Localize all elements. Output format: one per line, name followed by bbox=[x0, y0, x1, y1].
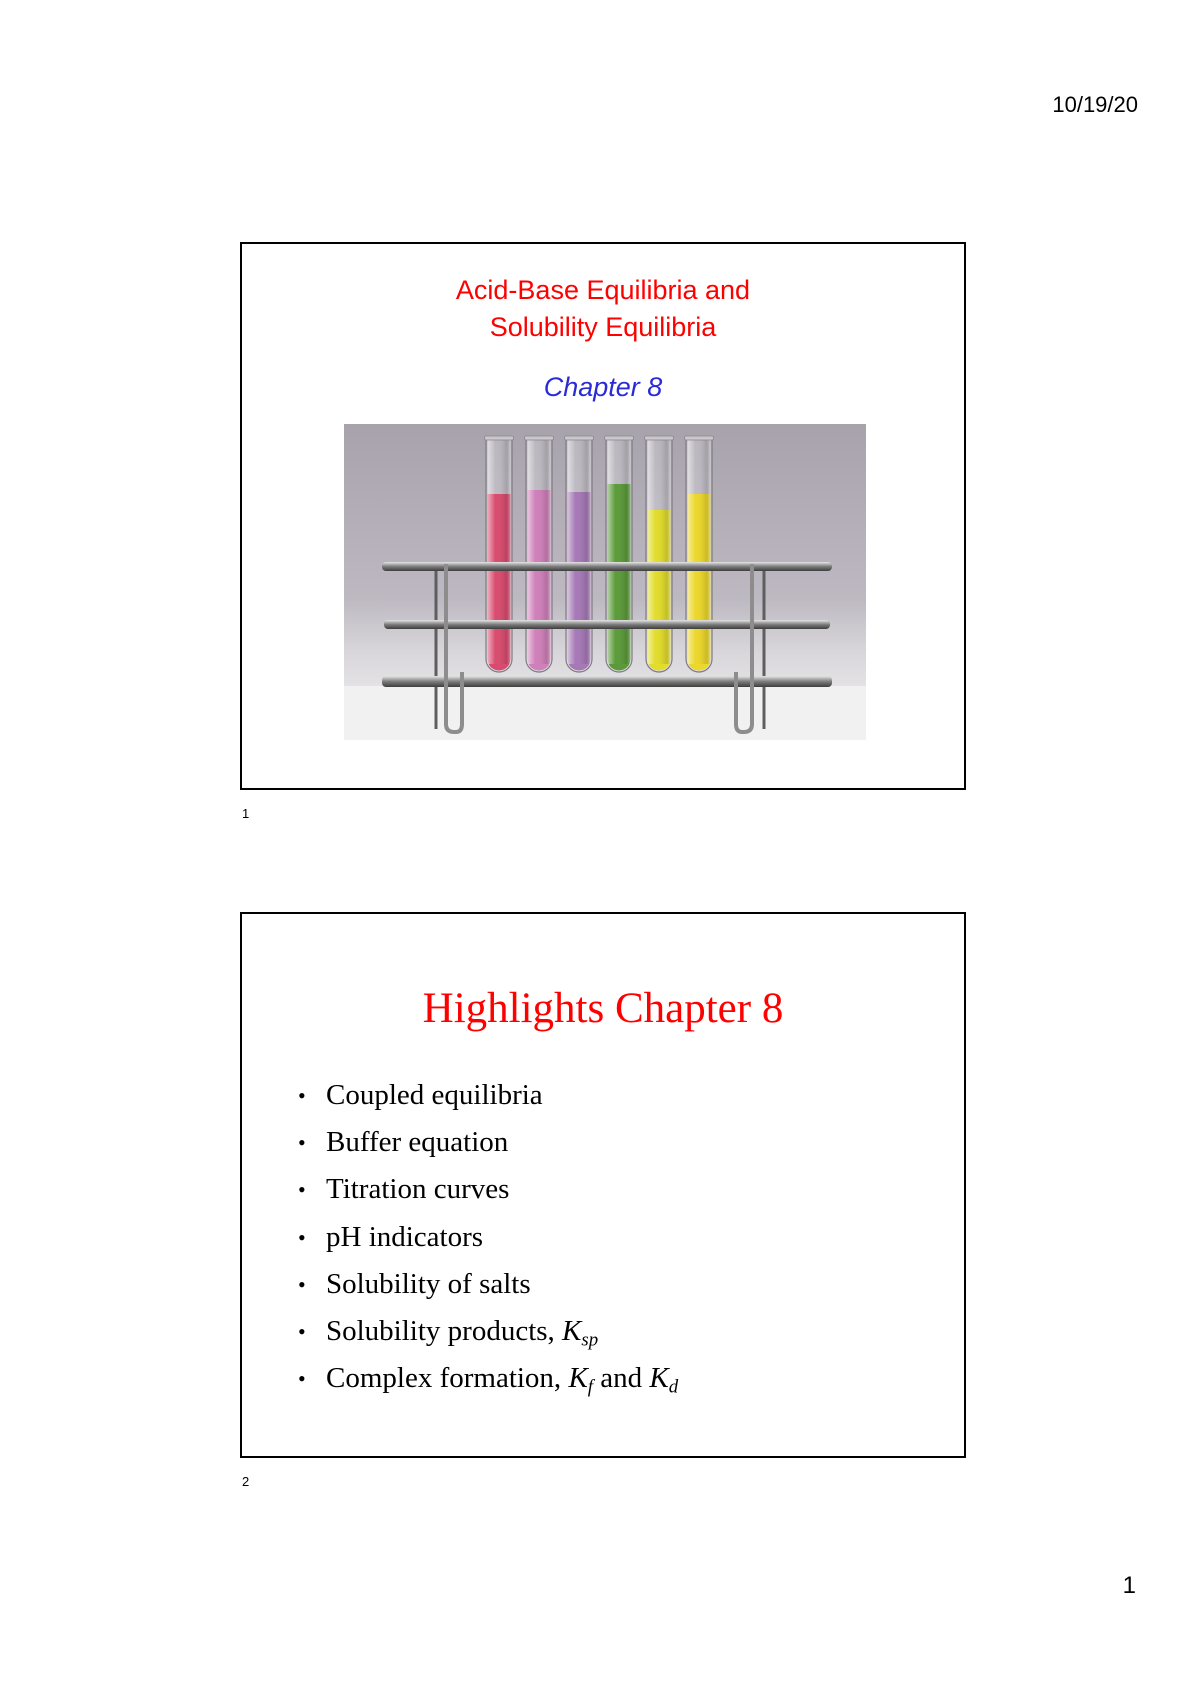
tube-rim bbox=[645, 436, 674, 440]
bullet-text: pH indicators bbox=[326, 1220, 484, 1253]
tube-rim bbox=[525, 436, 554, 440]
tube-rim bbox=[565, 436, 594, 440]
bullet-text: Buffer equation bbox=[326, 1126, 509, 1159]
bullet-symbol: • bbox=[298, 1083, 306, 1108]
bullet-symbol: • bbox=[298, 1224, 306, 1250]
slide-1-title-line-1: Acid-Base Equilibria and bbox=[455, 275, 751, 305]
bullet-symbol: • bbox=[298, 1318, 306, 1344]
slide-1-title-line-2: Solubility Equilibria bbox=[489, 312, 717, 342]
test-tube bbox=[485, 436, 514, 672]
bullet-symbol: • bbox=[298, 1271, 306, 1297]
kf-symbol: K bbox=[568, 1362, 588, 1395]
slide-1-title bbox=[242, 272, 964, 346]
page-date: 10/19/20 bbox=[1052, 92, 1138, 117]
test-tube bbox=[645, 436, 674, 672]
bullet-item bbox=[298, 1072, 678, 1119]
kf-subscript: f bbox=[587, 1376, 594, 1398]
bullet-text: Solubility of salts bbox=[326, 1267, 531, 1300]
bullet-symbol: • bbox=[298, 1177, 306, 1203]
test-tube bbox=[685, 436, 714, 672]
tube-shine bbox=[688, 440, 711, 664]
ksp-symbol: K bbox=[562, 1314, 582, 1347]
slide-1 bbox=[240, 242, 966, 790]
tube-shine bbox=[528, 440, 551, 664]
bullet-symbol: • bbox=[298, 1130, 306, 1156]
tube-rim bbox=[605, 436, 634, 440]
kd-subscript: d bbox=[668, 1376, 679, 1398]
test-tubes-photo bbox=[344, 424, 866, 740]
tube-shine bbox=[648, 440, 671, 664]
slide-1-number: 1 bbox=[242, 806, 250, 821]
bullet-symbol: • bbox=[298, 1366, 306, 1392]
bullet-item bbox=[298, 1355, 678, 1402]
bullet-item bbox=[298, 1166, 678, 1213]
table-surface bbox=[344, 686, 866, 740]
slide-2 bbox=[240, 912, 966, 1458]
bullet-text: Titration curves bbox=[326, 1173, 510, 1206]
tube-shine bbox=[568, 440, 591, 664]
tube-shine bbox=[488, 440, 511, 664]
bullet-text: Coupled equilibria bbox=[326, 1079, 543, 1111]
test-tube bbox=[605, 436, 634, 672]
bullet-item bbox=[298, 1119, 678, 1166]
highlights-list bbox=[298, 1072, 678, 1402]
bullet-item bbox=[298, 1214, 678, 1261]
test-tube bbox=[565, 436, 594, 672]
bullet-item bbox=[298, 1261, 678, 1308]
rack-bottom-tier bbox=[382, 676, 832, 687]
kd-symbol: K bbox=[649, 1362, 669, 1395]
slide-2-number: 2 bbox=[242, 1474, 250, 1489]
bullet-text: Complex formation, bbox=[326, 1362, 569, 1395]
tube-rim bbox=[685, 436, 714, 440]
rack-middle-tier bbox=[384, 620, 830, 629]
page-number: 1 bbox=[1122, 1572, 1136, 1599]
tube-shine bbox=[608, 440, 631, 664]
ksp-subscript: sp bbox=[581, 1329, 599, 1351]
bullet-item bbox=[298, 1308, 678, 1355]
rack-top-tier bbox=[382, 562, 832, 571]
slide-2-title: Highlights Chapter 8 bbox=[422, 985, 784, 1032]
tube-rim bbox=[485, 436, 514, 440]
bullet-text-and: and bbox=[593, 1362, 650, 1395]
bullet-text: Solubility products, bbox=[326, 1314, 563, 1347]
test-tube bbox=[525, 436, 554, 672]
slide-1-subtitle: Chapter 8 bbox=[543, 372, 663, 402]
